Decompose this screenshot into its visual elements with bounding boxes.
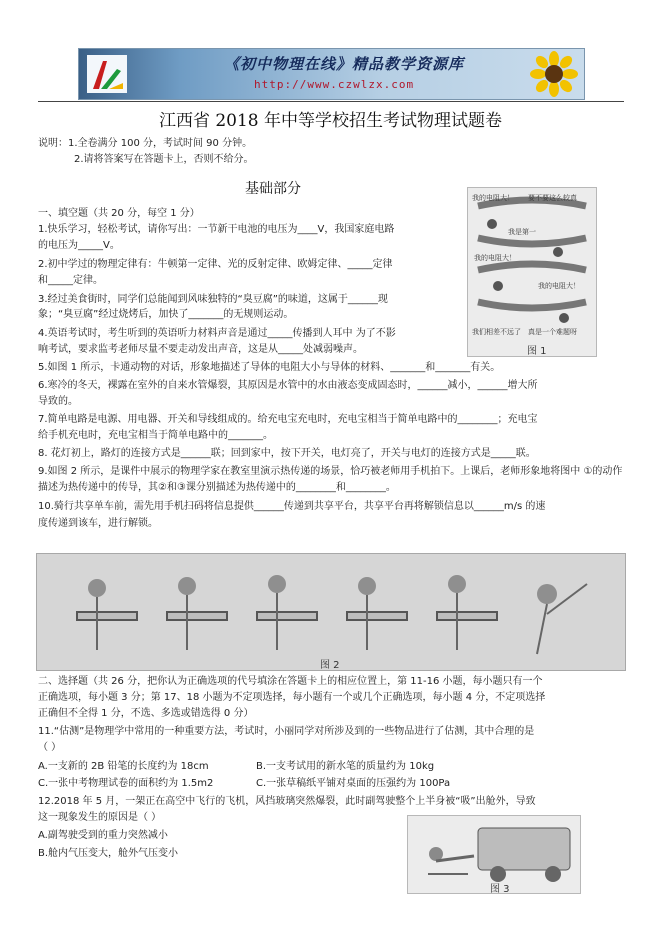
option-a: A.副驾驶受到的重力突然减小 [38, 830, 168, 841]
site-logo-icon [87, 55, 127, 93]
figure-1-label: 要不要这么较真 [528, 194, 577, 202]
question-line: 1.快乐学习，轻松考试，请你写出：一节新干电池的电压为____V，我国家庭电路 [38, 224, 395, 235]
paper-title: 江西省 2018 年中等学校招生考试物理试题卷 [158, 111, 503, 131]
question-line: 2.初中学过的物理定律有：牛顿第一定律、光的反射定律、欧姆定律、_____定律 [38, 259, 393, 270]
figure-1-label: 我的电阻大！ [472, 194, 514, 202]
question-line: 5.如图 1 所示，卡通动物的对话，形象地描述了导体的电阻大小与导体的材料、_______和_______有关。 [38, 362, 501, 373]
question-line: 这一现象发生的原因是（ ） [38, 812, 162, 823]
figure-2-drawing [37, 554, 625, 670]
question-line: 象；“臭豆腐”经过烧烤后，加快了_______的无规则运动。 [38, 309, 294, 320]
question-line: 响考试，要求监考老师尽量不要走动发出声音，这是从_____处减弱噪声。 [38, 344, 363, 355]
question-line: 11.“估测”是物理学中常用的一种重要方法，考试时，小丽同学对所涉及到的一些物品进行了估测，其中合理的是 [38, 726, 535, 737]
question-line: 正确但不全得 1 分，不选、多选或错选得 0 分） [38, 708, 254, 719]
question-line: 6.寒冷的冬天，裸露在室外的自来水管爆裂，其原因是水管中的水由液态变成固态时，______减小，______增大所 [38, 380, 538, 391]
question-line: 度传递到该车，进行解锁。 [38, 518, 158, 529]
question-line: 二、选择题（共 26 分，把你认为正确选项的代号填涂在答题卡上的相应位置上，第 11-16 小题，每小题只有一个 [38, 676, 543, 687]
question-line: 正确选项，每小题 3 分；第 17、18 小题为不定项选择，每小题有一个或几个正确选项，每小题 4 分，不定项选择 [38, 692, 546, 703]
question-line: 4.英语考试时，考生听到的英语听力材料声音是通过_____传播到人耳中 为了不影 [38, 328, 396, 339]
question-line: 3.经过美食街时，同学们总能闻到风味独特的“臭豆腐”的味道，这属于______现 [38, 294, 388, 305]
header-banner [78, 48, 585, 100]
question-line: 12.2018 年 5 月，一架正在高空中飞行的飞机，风挡玻璃突然爆裂，此时副驾驶整个上半身被“吸”出舱外，导致 [38, 796, 536, 807]
question-line: 8. 花灯初上，路灯的连接方式是______联；回到家中，按下开关，电灯亮了，开关与电灯的连接方式是_____联。 [38, 448, 536, 459]
question-line: 和_____定律。 [38, 275, 103, 286]
figure-1 [467, 187, 597, 357]
question-line: 9.如图 2 所示，是课件中展示的物理学家在教室里演示热传递的场景，恰巧被老师用手机拍下。上课后，老师形象地将图中 ①的动作 [38, 466, 623, 477]
option-a: A.一支新的 2B 铅笔的长度约为 18cm [38, 761, 209, 772]
option-d: C.一张草稿纸平铺对桌面的压强约为 100Pa [256, 778, 451, 789]
section-title: 基础部分 [245, 181, 301, 197]
figure-3-caption: 图 3 [490, 884, 510, 895]
question-line: 导致的。 [38, 396, 78, 407]
question-line: 7.简单电路是电源、用电器、开关和导线组成的。给充电宝充电时，充电宝相当于简单电路中的________；充电宝 [38, 414, 538, 425]
header-divider [38, 101, 624, 102]
figure-1-label: 我们相差不远了 [472, 328, 521, 336]
question-line: （ ） [38, 742, 62, 753]
question-line: 描述为热传递中的传导，其②和③课分别描述为热传递中的________和________。 [38, 482, 396, 493]
banner-url[interactable]: http://www.czwlzx.com [254, 78, 415, 91]
option-c: C.一张中考物理试卷的面积约为 1.5m2 [38, 778, 214, 789]
figure-1-label: 我的电阻大！ [538, 282, 580, 290]
question-line: 10.骑行共享单车前，需先用手机扫码将信息提供______传递到共享平台，共享平台再将解锁信息以______m/s 的速 [38, 501, 546, 512]
instruction-line: 2.请将答案写在答题卡上，否则不给分。 [74, 154, 254, 165]
banner-title: 《初中物理在线》精品教学资源库 [224, 55, 465, 73]
figure-2 [36, 553, 626, 671]
option-b: B.一支考试用的新水笔的质量约为 10kg [256, 761, 435, 772]
instruction-line: 说明：1.全卷满分 100 分，考试时间 90 分钟。 [38, 138, 253, 149]
question-line: 的电压为_____V。 [38, 240, 120, 251]
figure-1-label: 真是一个难题呀 [528, 328, 577, 336]
figure-1-label: 我的电阻大！ [474, 254, 516, 262]
figure-1-label: 我是第一 [508, 228, 536, 236]
figure-1-caption: 图 1 [527, 346, 547, 357]
sunflower-icon [530, 51, 578, 97]
figure-2-caption: 图 2 [320, 660, 340, 671]
option-b: B.舱内气压变大，舱外气压变小 [38, 848, 179, 859]
question-line: 一、填空题（共 20 分，每空 1 分） [38, 208, 200, 219]
figure-1-drawing [468, 188, 596, 356]
question-line: 给手机充电时，充电宝相当于简单电路中的_______。 [38, 430, 273, 441]
